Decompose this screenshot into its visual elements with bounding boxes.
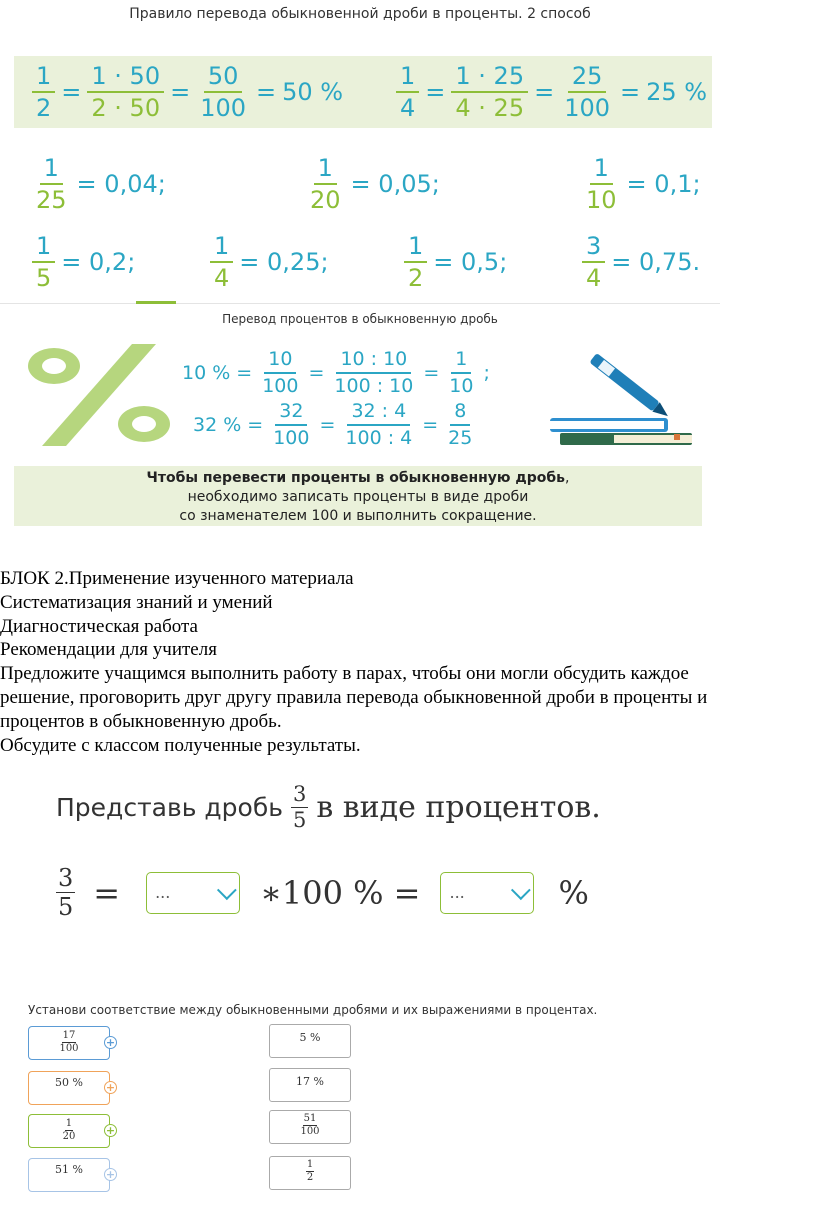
divider-accent (136, 301, 176, 304)
decimal-item: $\frac{1}{2}$ = 0,5; (404, 234, 507, 290)
task1-equation: $\frac{3}{5}$ = ... ∗100 % = ... % (58, 864, 589, 921)
paragraph-line: решение, проговорить друг другу правила перевода обыкновенной дроби в проценты и (0, 687, 708, 708)
left-card[interactable]: 1 20 (28, 1114, 110, 1148)
fraction: $\frac{1 \cdot 25}{4 \cdot 25}$ (451, 64, 528, 120)
books-pen-icon (540, 345, 700, 450)
percent-example-10: 10 % = $\frac{10}{100}$ = $\frac{10 : 10}{100 : 10}$ = $\frac{1}{10}$ ; (182, 348, 490, 397)
text-line: Рекомендации для учителя (0, 639, 217, 660)
right-card[interactable]: 17 % (269, 1068, 351, 1102)
fraction: $\frac{1}{2}$ (32, 64, 55, 120)
fraction: $\frac{3}{5}$ (58, 864, 74, 921)
result: 25 % (646, 78, 708, 106)
answer-dropdown-1[interactable]: ... (146, 872, 240, 914)
left-card[interactable]: 51 % (28, 1158, 110, 1192)
block-heading: БЛОК 2.Применение изученного материала (0, 568, 354, 589)
decimal-item: $\frac{1}{20}$ = 0,05; (310, 154, 440, 214)
right-card[interactable]: 5 % (269, 1024, 351, 1058)
section1-title: Правило перевода обыкновенной дроби в проценты. 2 способ (129, 6, 591, 22)
fraction: $\frac{50}{100}$ (200, 62, 247, 122)
block-subheading: Систематизация знаний и умений (0, 592, 273, 613)
chevron-down-icon (511, 880, 531, 900)
answer-dropdown-2[interactable]: ... (440, 872, 534, 914)
chevron-down-icon (217, 880, 237, 900)
decimal-item: $\frac{3}{4}$ = 0,75. (582, 234, 700, 290)
connect-plus-icon[interactable]: + (105, 1081, 116, 1094)
left-card[interactable]: 50 % (28, 1071, 110, 1105)
rule-box: Чтобы перевести проценты в обыкновенную дробь, необходимо записать проценты в виде дроби со знаменателем 100 и выполнить сокращение. (14, 466, 702, 526)
paragraph-line: Обсудите с классом полученные результаты. (0, 735, 361, 756)
paragraph-line: Предложите учащимся выполнить работу в парах, чтобы они могли обсудить каждое (0, 663, 689, 684)
task2-title: Установи соответствие между обыкновенными дробями и их выражениями в процентах. (28, 1003, 598, 1017)
fraction: $\frac{1}{4}$ (396, 64, 419, 120)
divider (0, 303, 720, 304)
right-card[interactable]: 51 100 (269, 1110, 351, 1144)
example-eq-quarter: $\frac{1}{4}$ = $\frac{1 \cdot 25}{4 \cdot 25}$ = $\frac{25}{100}$ = 25 % (396, 64, 707, 120)
task1-prompt: Представь дробь 3 5 в виде процентов. (56, 782, 601, 832)
connect-plus-icon[interactable]: + (105, 1036, 116, 1049)
example-eq-half: $\frac{1}{2}$ = $\frac{1 \cdot 50}{2 \cdot 50}$ = $\frac{50}{100}$ = 50 % (32, 64, 343, 120)
result: 50 % (282, 78, 344, 106)
paragraph-line: процентов в обыкновенную дробь. (0, 711, 282, 732)
decimal-item: $\frac{1}{5}$ = 0,2; (32, 234, 135, 290)
rule-line: необходимо записать проценты в виде дроби (187, 489, 529, 505)
text-line: Диагностическая работа (0, 616, 198, 637)
rule-bold: Чтобы перевести проценты в обыкновенную дробь (146, 470, 565, 486)
left-card[interactable]: 17 100 (28, 1026, 110, 1060)
right-card[interactable]: 1 2 (269, 1156, 351, 1190)
decimal-item: $\frac{1}{4}$ = 0,25; (210, 234, 329, 290)
fraction: $\frac{1 \cdot 50}{2 \cdot 50}$ (87, 64, 164, 120)
fraction: $\frac{25}{100}$ (564, 62, 611, 122)
decimal-item: $\frac{1}{25}$ = 0,04; (36, 154, 166, 214)
percent-icon (14, 340, 184, 450)
decimal-item: $\frac{1}{10}$ = 0,1; (586, 154, 701, 214)
rule-line: со знаменателем 100 и выполнить сокращение. (179, 508, 537, 524)
fraction: 3 5 (292, 782, 307, 832)
section2-title: Перевод процентов в обыкновенную дробь (222, 312, 498, 326)
percent-example-32: 32 % = $\frac{32}{100}$ = $\frac{32 : 4}{100 : 4}$ = $\frac{8}{25}$ (193, 400, 473, 449)
connect-plus-icon[interactable]: + (105, 1124, 116, 1137)
connect-plus-icon[interactable]: + (105, 1168, 116, 1181)
